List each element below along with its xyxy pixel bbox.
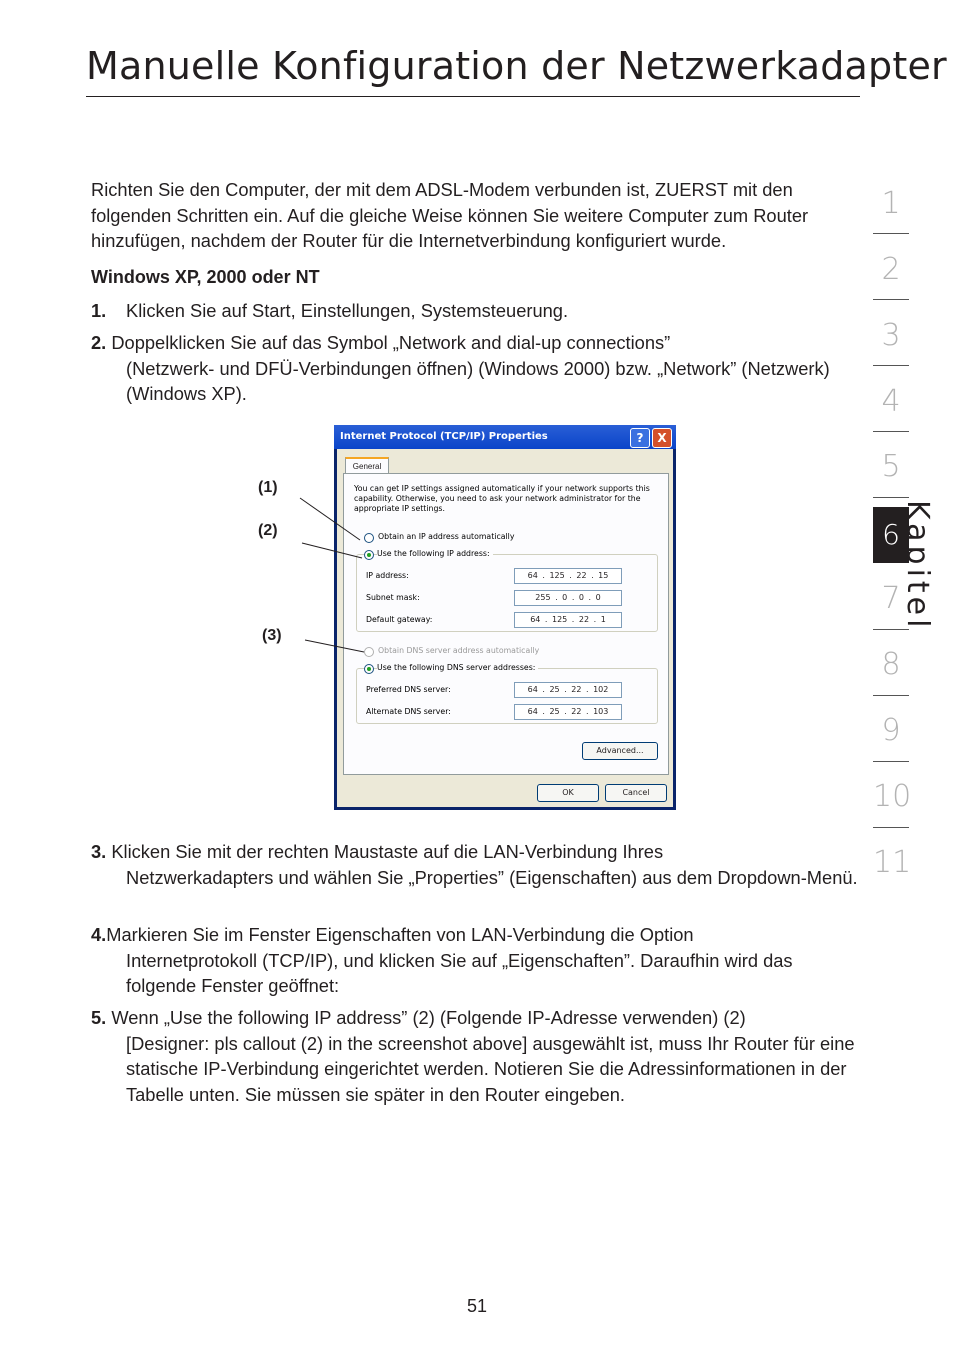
chapter-2[interactable]: 2 [881,252,901,287]
callout-1-line [300,498,360,540]
chapter-6-active[interactable]: 6 [873,507,909,563]
chapter-3[interactable]: 3 [881,318,901,353]
chapter-divider [873,233,909,234]
chapter-11[interactable]: 11 [873,845,912,880]
step-3 [91,839,861,890]
default-gateway-label: Default gateway: [366,615,433,624]
close-icon[interactable]: X [652,428,672,448]
preferred-dns-field[interactable]: 64 . 25 . 22 . 102 [514,682,622,698]
chapter-8[interactable]: 8 [881,647,901,682]
step-4 [91,922,861,999]
preferred-dns-label: Preferred DNS server: [366,685,451,694]
step-number: 4. [91,924,107,945]
chapter-divider [873,761,909,762]
help-icon[interactable]: ? [630,428,650,448]
intro-paragraph: Richten Sie den Computer, der mit dem ADSL-Modem verbunden ist, ZUERST mit den folgenden Schritten ein. Auf die gleiche Weise können Sie weitere Computer zum Router hinzufügen, nachdem der Router für die Internetverbindung konfiguriert wurde. [91,179,809,251]
step-text: Wenn „Use the following IP address” (2) (Folgende IP-Adresse verwenden) (2) [106,1007,746,1028]
subnet-mask-field[interactable]: 255 . 0 . 0 . 0 [514,590,622,606]
chapter-divider [873,299,909,300]
chapter-divider [873,827,909,828]
chapter-5[interactable]: 5 [881,449,901,484]
subheading: Windows XP, 2000 oder NT [91,267,320,287]
chapter-1[interactable]: 1 [881,186,901,221]
chapter-4[interactable]: 4 [881,384,901,419]
page-title: Manuelle Konfiguration der Netzwerkadapter [86,44,947,88]
obtain-ip-label: Obtain an IP address automatically [378,532,515,541]
callout-3: (3) [262,627,282,644]
ip-address-field[interactable]: 64 . 125 . 22 . 15 [514,568,622,584]
step-text: Doppelklicken Sie auf das Symbol „Network and dial-up connections” [106,332,671,353]
step-text: Markieren Sie im Fenster Eigenschaften von LAN-Verbindung die Option [106,924,694,945]
step-text-continued: [Designer: pls callout (2) in the screenshot above] ausgewählt ist, muss Ihr Router für eine statische IP-Verbindung eingerichtet werden. Notieren Sie die Adressinformationen in der Tabelle unten. Sie müssen sie später in den Router eingeben. [126,1032,855,1105]
alternate-dns-label: Alternate DNS server: [366,707,451,716]
alternate-dns-field[interactable]: 64 . 25 . 22 . 103 [514,704,622,720]
kapitel-text: Kapitel [900,500,935,632]
chapter-9[interactable]: 9 [881,713,901,748]
use-ip-label: Use the following IP address: [377,549,493,559]
step-number: 1. [91,300,107,321]
step-text-continued: Netzwerkadapters und wählen Sie „Properties” (Eigenschaften) aus dem Dropdown-Menü. [126,866,858,888]
kapitel-label [900,500,954,632]
step-5 [91,1005,861,1107]
callout-2: (2) [258,522,278,539]
callout-3-line [305,640,364,652]
chapter-10[interactable]: 10 [873,779,912,814]
step-number: 2. [91,332,107,353]
chapter-divider [873,497,909,498]
step-text: Klicken Sie mit der rechten Maustaste auf die LAN-Verbindung Ihres [106,841,664,862]
chapter-divider [873,431,909,432]
dialog-title: Internet Protocol (TCP/IP) Properties [340,431,548,442]
callout-1: (1) [258,479,278,496]
advanced-button[interactable]: Advanced... [582,742,658,760]
step-number: 3. [91,841,107,862]
step-number: 5. [91,1007,107,1028]
cancel-button[interactable]: Cancel [605,784,667,802]
page-number: 51 [466,1296,488,1316]
ok-button[interactable]: OK [537,784,599,802]
chapter-divider [873,695,909,696]
dialog-description: You can get IP settings assigned automatically if your network supports this capability. Otherwise, you need to ask your network administrator for the appropriate IP settings. [354,484,650,513]
tab-general[interactable]: General [345,457,389,475]
callout-2-line [302,543,362,558]
step-text-continued: (Netzwerk- und DFÜ-Verbindungen öffnen) (Windows 2000) bzw. „Network” (Netzwerk) (Windows XP). [126,357,830,404]
subnet-mask-label: Subnet mask: [366,593,420,602]
use-dns-label: Use the following DNS server addresses: [377,663,538,673]
chapter-divider [873,365,909,366]
step-text-continued: Internetprotokoll (TCP/IP), und klicken Sie auf „Eigenschaften”. Daraufhin wird das folgende Fenster geöffnet: [126,949,793,996]
step-text: Klicken Sie auf Start, Einstellungen, Systemsteuerung. [126,300,569,321]
default-gateway-field[interactable]: 64 . 125 . 22 . 1 [514,612,622,628]
ip-address-label: IP address: [366,571,409,580]
obtain-dns-label: Obtain DNS server address automatically [378,646,540,655]
chapter-7[interactable]: 7 [881,581,901,616]
